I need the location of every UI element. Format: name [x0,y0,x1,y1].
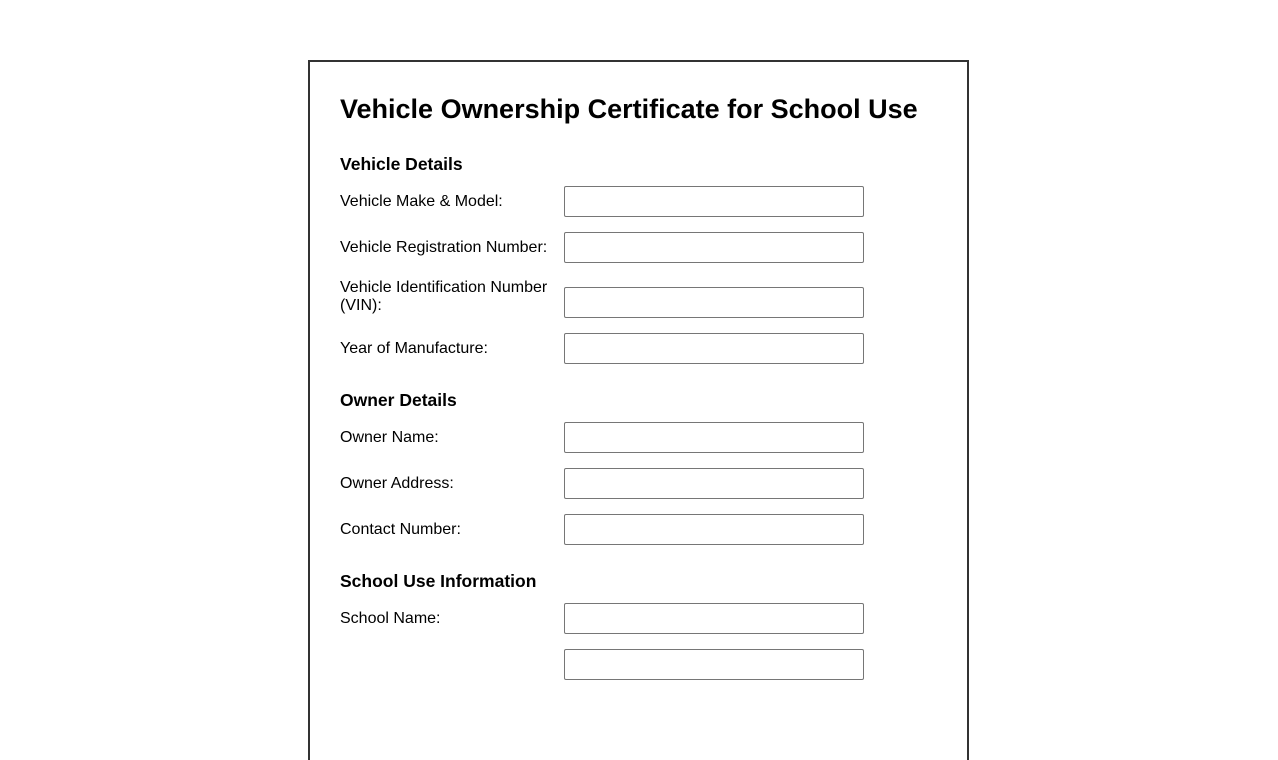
section-heading: Owner Details [340,390,457,410]
field-label: School Name: [340,609,441,627]
field-row-owner-name [340,422,937,453]
field-row-owner-address [340,468,937,499]
field-label: Owner Name: [340,428,439,446]
section-heading: Vehicle Details [340,154,463,174]
field-label: Owner Address: [340,474,454,492]
field-row-contact-number [340,514,937,545]
school-name-input[interactable] [564,603,864,634]
field-row-year-of-manufacture [340,333,937,364]
field-row-next [340,649,937,680]
owner-name-input[interactable] [564,422,864,453]
contact-number-input[interactable] [564,514,864,545]
vehicle-details-section [340,154,937,364]
field-label: Vehicle Make & Model: [340,192,503,210]
field-label: Vehicle Identification Number (VIN): [340,279,548,314]
field-label: Year of Manufacture: [340,339,488,357]
owner-details-section [340,390,937,545]
field-row-school-name [340,603,937,634]
vin-input[interactable] [564,287,864,318]
owner-address-input[interactable] [564,468,864,499]
field-row-vin [340,278,937,318]
field-row-vehicle-registration-number [340,232,937,263]
field-label: Vehicle Registration Number: [340,238,548,256]
vehicle-make-model-input[interactable] [564,186,864,217]
field-row-vehicle-make-model [340,186,937,217]
certificate-form [308,60,969,760]
school-use-information-section [340,571,937,680]
next-field-input[interactable] [564,649,864,680]
vehicle-registration-number-input[interactable] [564,232,864,263]
form-title: Vehicle Ownership Certificate for School Use [340,94,918,124]
section-heading: School Use Information [340,571,537,591]
year-of-manufacture-input[interactable] [564,333,864,364]
field-label: Contact Number: [340,520,461,538]
